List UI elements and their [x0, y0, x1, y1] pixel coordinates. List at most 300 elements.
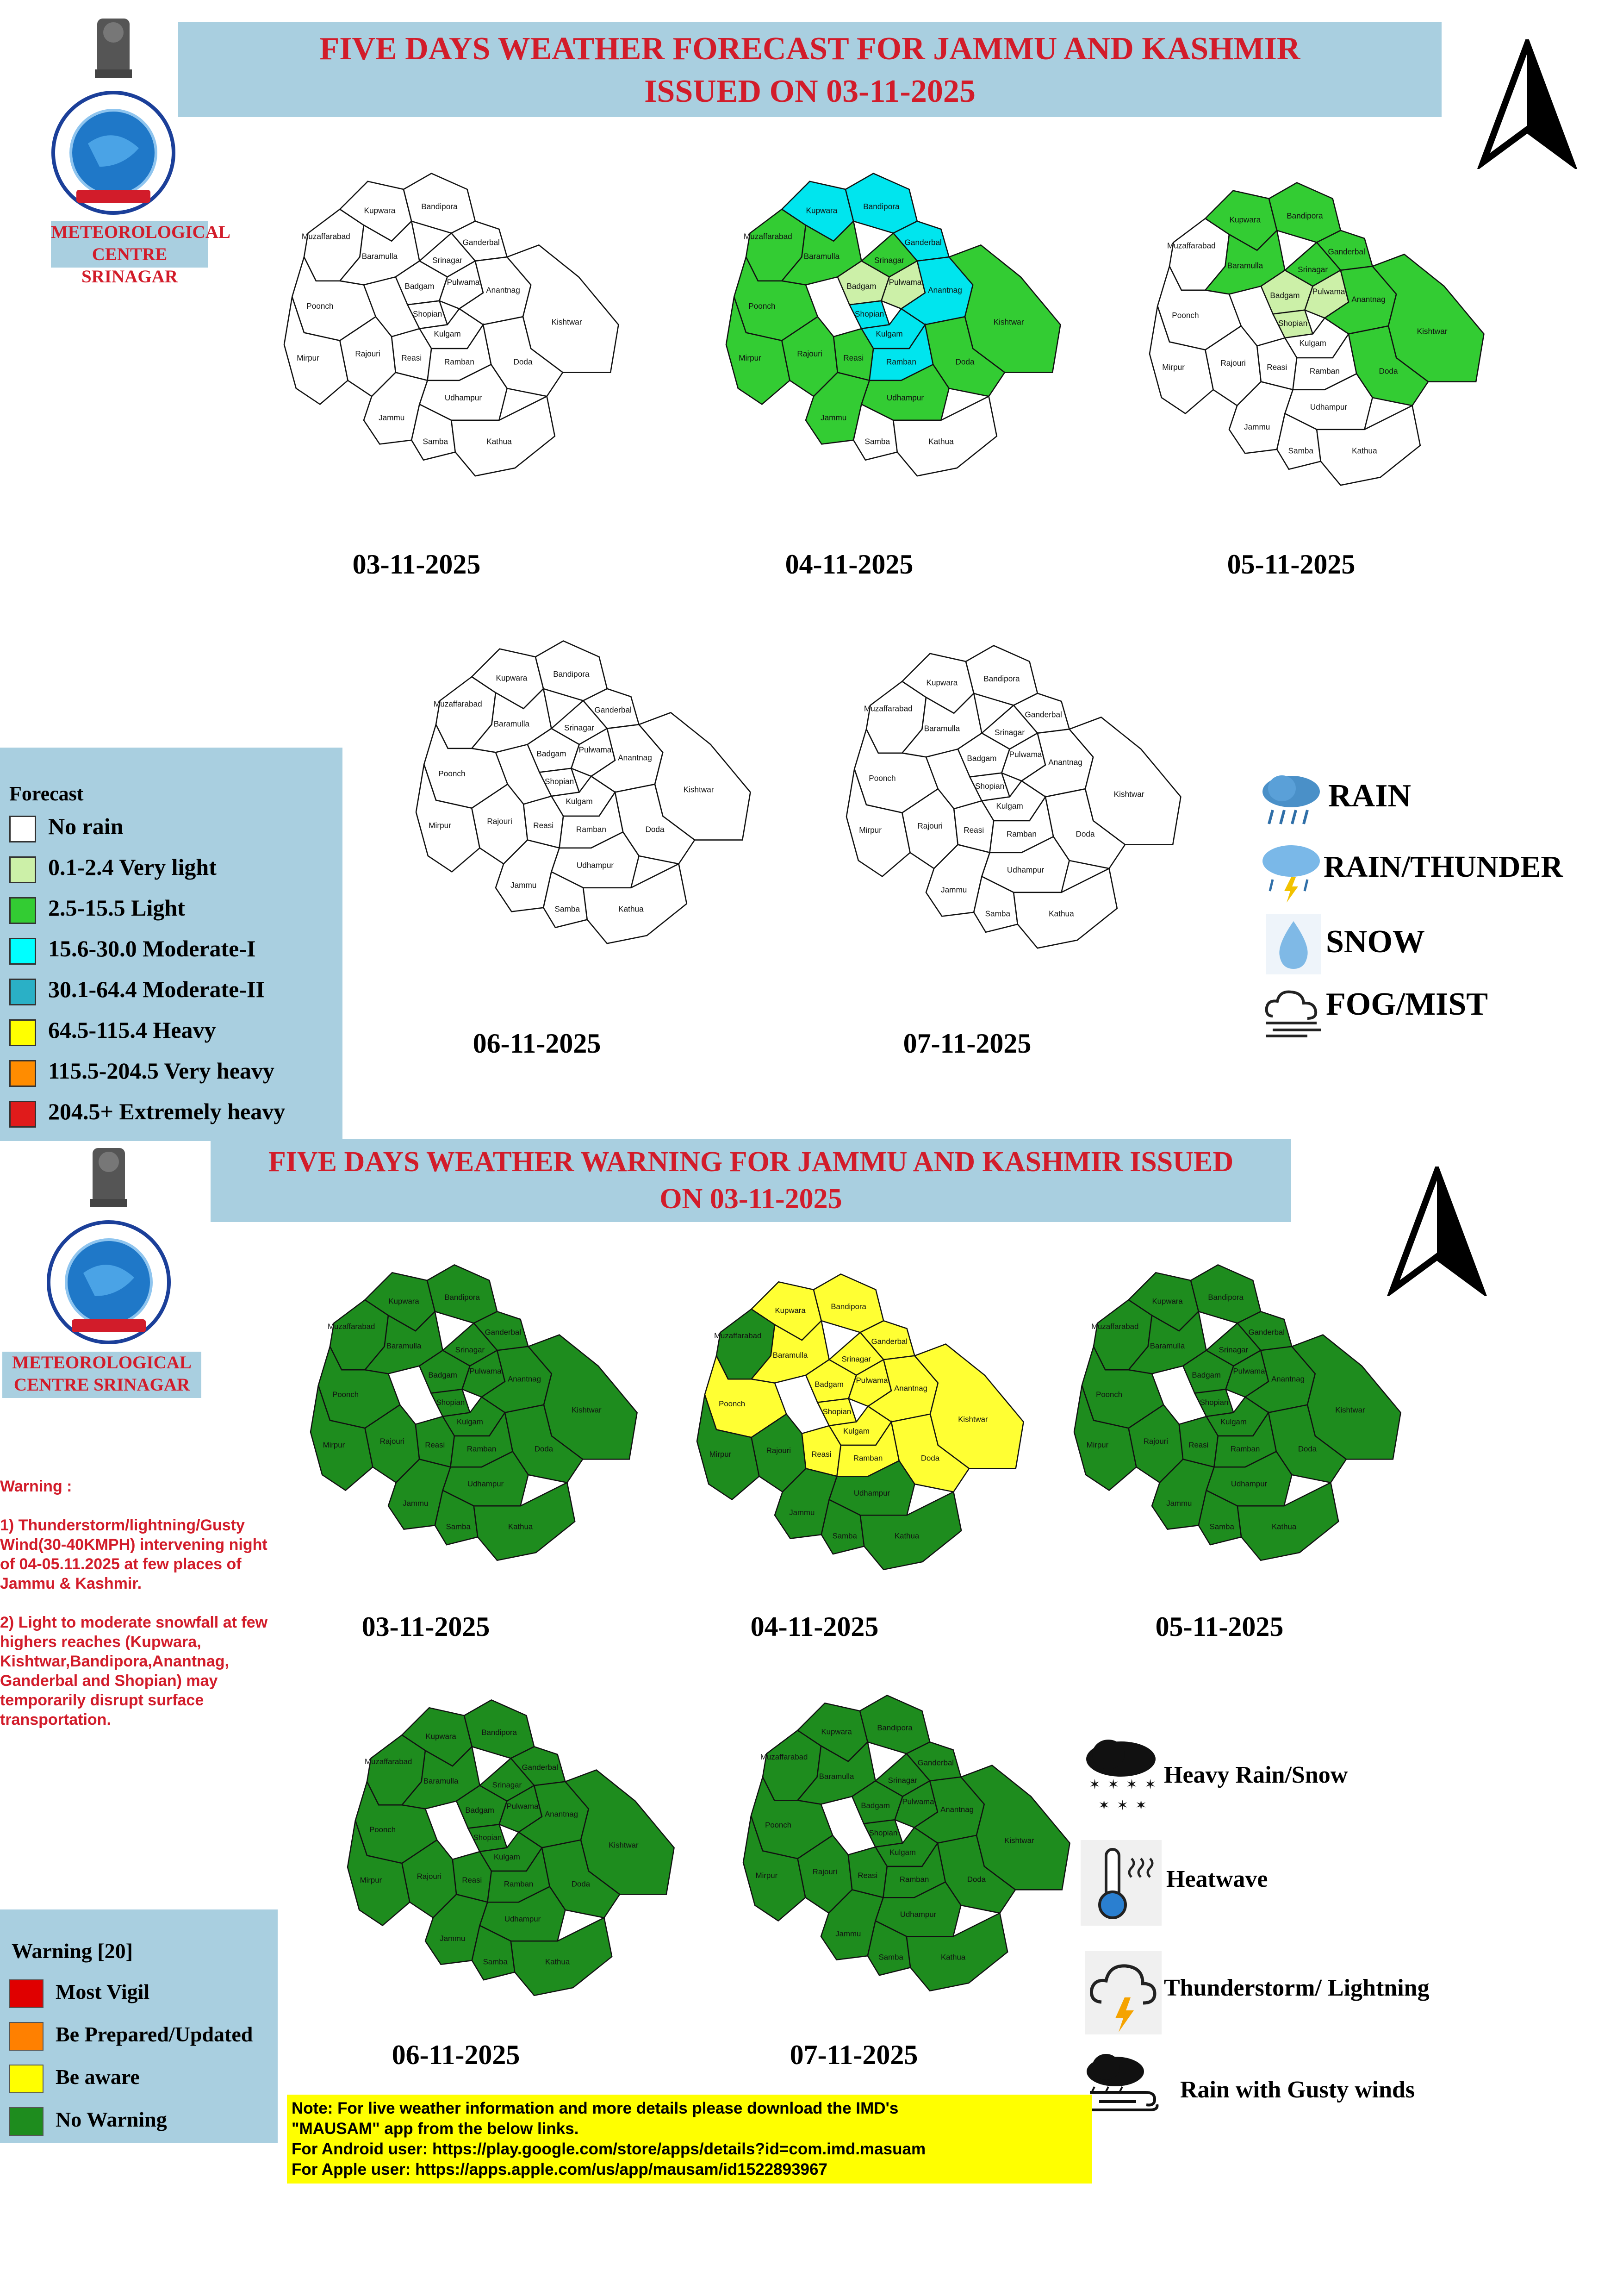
district-label-shopian: Shopian	[869, 1828, 898, 1837]
heavy-rain-snow-icon	[1081, 1736, 1162, 1815]
district-label-muzaffarabad: Muzaffarabad	[301, 231, 350, 241]
forecast-map-2	[657, 130, 1074, 530]
fog-mist-icon-label: FOG/MIST	[1326, 986, 1488, 1022]
district-label-ramban: Ramban	[1309, 366, 1340, 376]
district-label-kulgam: Kulgam	[889, 1847, 916, 1857]
district-label-badgam: Badgam	[465, 1806, 494, 1815]
district-label-pulwama: Pulwama	[578, 745, 612, 755]
warning-date-4: 06-11-2025	[392, 2040, 520, 2070]
snow-icon-label: SNOW	[1326, 924, 1425, 960]
district-label-mirpur: Mirpur	[859, 825, 882, 835]
district-label-kupwara: Kupwara	[425, 1732, 456, 1741]
warning-title-banner	[211, 1139, 1291, 1222]
district-label-baramulla: Baramulla	[361, 251, 398, 261]
legend-swatch	[9, 856, 36, 883]
district-label-udhampur: Udhampur	[504, 1915, 541, 1924]
legend-item-most-vigil: Most Vigil	[9, 1978, 149, 2006]
imd-logo-bottom	[39, 1143, 178, 1347]
district-label-kishtwar: Kishtwar	[572, 1405, 602, 1415]
note-line2: "MAUSAM" app from the below links.	[292, 2120, 579, 2138]
district-label-baramulla: Baramulla	[1150, 1341, 1185, 1350]
district-label-ganderbal: Ganderbal	[1025, 710, 1062, 719]
district-label-baramulla: Baramulla	[1227, 261, 1263, 270]
legend-item-very-light: 0.1-2.4 Very light	[9, 853, 217, 881]
district-label-ramban: Ramban	[504, 1879, 534, 1889]
district-label-samba: Samba	[446, 1522, 471, 1531]
warning-date-5: 07-11-2025	[790, 2040, 918, 2070]
district-label-mirpur: Mirpur	[1162, 362, 1185, 372]
imd-logo-top	[44, 14, 183, 218]
district-label-bandipora: Bandipora	[863, 202, 900, 211]
district-label-kathua: Kathua	[1272, 1522, 1297, 1531]
district-label-poonch: Poonch	[438, 769, 466, 778]
legend-swatch	[9, 2107, 44, 2136]
district-label-kathua: Kathua	[508, 1522, 533, 1531]
warning-title-line1: FIVE DAYS WEATHER WARNING FOR JAMMU AND KASHMIR ISSUED	[268, 1146, 1234, 1178]
district-label-mirpur: Mirpur	[297, 353, 319, 362]
district-label-udhampur: Udhampur	[1231, 1479, 1268, 1489]
district-label-jammu: Jammu	[510, 880, 537, 890]
district-label-kulgam: Kulgam	[1299, 338, 1326, 348]
warning-heading: Warning :	[0, 1478, 72, 1495]
warning-map-3	[1007, 1222, 1414, 1613]
district-label-muzaffarabad: Muzaffarabad	[760, 1753, 808, 1761]
legend-item-no-rain: No rain	[9, 812, 124, 840]
district-label-ramban: Ramban	[576, 824, 606, 834]
note-apple-link[interactable]: For Apple user: https://apps.apple.com/us/app/mausam/id1522893967	[292, 2160, 827, 2178]
district-label-udhampur: Udhampur	[444, 393, 482, 402]
district-label-mirpur: Mirpur	[755, 1871, 778, 1880]
district-label-badgam: Badgam	[1192, 1371, 1221, 1379]
district-label-rajouri: Rajouri	[417, 1872, 442, 1881]
warning-date-2: 04-11-2025	[750, 1611, 879, 1642]
district-label-kulgam: Kulgam	[434, 329, 461, 339]
district-label-rajouri: Rajouri	[379, 1436, 404, 1446]
forecast-date-5: 07-11-2025	[903, 1028, 1032, 1059]
centre-label-line2: CENTRE SRINAGAR	[81, 244, 178, 287]
snow-icon	[1266, 914, 1321, 974]
district-label-doda: Doda	[1379, 366, 1398, 376]
district-label-anantnag: Anantnag	[928, 285, 962, 295]
legend-item-very-heavy: 115.5-204.5 Very heavy	[9, 1057, 274, 1085]
district-label-ramban: Ramban	[444, 357, 474, 367]
district-label-rajouri: Rajouri	[766, 1446, 791, 1455]
district-label-srinagar: Srinagar	[564, 723, 595, 733]
note-android-link[interactable]: For Android user: https://play.google.com/store/apps/details?id=com.imd.masuam	[292, 2140, 926, 2158]
svg-text:✶: ✶	[1135, 1798, 1147, 1813]
rain-icon-label: RAIN	[1328, 778, 1411, 814]
thunderstorm-lightning-icon-label: Thunderstorm/ Lightning	[1164, 1975, 1430, 2001]
district-label-reasi: Reasi	[1267, 362, 1287, 372]
warning-map-1	[243, 1222, 650, 1613]
district-label-muzaffarabad: Muzaffarabad	[714, 1331, 762, 1340]
legend-swatch	[9, 1979, 44, 2008]
district-label-bandipora: Bandipora	[1287, 211, 1323, 220]
svg-text:✶: ✶	[1098, 1798, 1110, 1813]
district-label-poonch: Poonch	[332, 1390, 359, 1399]
district-label-mirpur: Mirpur	[429, 820, 451, 830]
district-label-samba: Samba	[554, 904, 580, 914]
district-label-srinagar: Srinagar	[432, 256, 463, 265]
district-label-kathua: Kathua	[618, 904, 644, 914]
legend-item-be-prepared: Be Prepared/Updated	[9, 2021, 253, 2048]
district-label-srinagar: Srinagar	[888, 1776, 918, 1785]
district-label-kishtwar: Kishtwar	[1004, 1836, 1034, 1845]
district-label-ganderbal: Ganderbal	[871, 1337, 908, 1346]
district-label-anantnag: Anantnag	[508, 1374, 541, 1384]
district-label-kupwara: Kupwara	[775, 1306, 806, 1315]
svg-text:✶: ✶	[1126, 1777, 1138, 1792]
forecast-date-4: 06-11-2025	[473, 1028, 601, 1059]
rain-gusty-winds-icon-label: Rain with Gusty winds	[1180, 2077, 1415, 2103]
district-label-muzaffarabad: Muzaffarabad	[1091, 1322, 1139, 1331]
district-label-muzaffarabad: Muzaffarabad	[365, 1757, 412, 1766]
district-label-srinagar: Srinagar	[455, 1345, 485, 1354]
district-label-kupwara: Kupwara	[1229, 215, 1261, 225]
district-label-baramulla: Baramulla	[819, 1772, 854, 1781]
district-label-udhampur: Udhampur	[576, 860, 614, 870]
district-label-kishtwar: Kishtwar	[958, 1415, 988, 1424]
district-label-shopian: Shopian	[545, 777, 574, 786]
legend-swatch	[9, 2065, 44, 2093]
district-label-samba: Samba	[1288, 446, 1314, 455]
warning-point-2: 2) Light to moderate snowfall at few highers reaches (Kupwara, Kishtwar,Bandipora,Anantnag, Ganderbal and Shopian) may temporarily disrupt surface transportation.	[0, 1614, 268, 1728]
district-label-srinagar: Srinagar	[874, 256, 905, 265]
imd-emblem-icon	[44, 14, 183, 218]
district-label-bandipora: Bandipora	[444, 1293, 480, 1302]
district-label-pulwama: Pulwama	[1009, 749, 1042, 759]
district-label-srinagar: Srinagar	[995, 728, 1025, 737]
warning-text-block	[0, 1477, 278, 1729]
centre-label-line1: METEOROLOGICAL	[12, 1353, 192, 1373]
district-label-muzaffarabad: Muzaffarabad	[864, 704, 913, 713]
forecast-title-line1: FIVE DAYS WEATHER FORECAST FOR JAMMU AND KASHMIR	[319, 31, 1300, 67]
district-label-poonch: Poonch	[369, 1825, 396, 1834]
district-label-udhampur: Udhampur	[886, 393, 924, 402]
fog-mist-icon	[1261, 984, 1326, 1039]
warning-map-5	[676, 1653, 1083, 2044]
district-label-kupwara: Kupwara	[821, 1727, 852, 1736]
district-label-shopian: Shopian	[975, 781, 1005, 791]
district-label-reasi: Reasi	[462, 1876, 482, 1885]
district-label-reasi: Reasi	[533, 820, 554, 830]
district-label-kathua: Kathua	[1352, 446, 1377, 455]
district-label-pulwama: Pulwama	[889, 277, 922, 287]
rain-gusty-winds-icon	[1081, 2051, 1164, 2120]
warning-map-4	[280, 1657, 687, 2048]
district-label-samba: Samba	[483, 1957, 508, 1966]
district-label-kulgam: Kulgam	[566, 797, 593, 806]
district-label-ramban: Ramban	[886, 357, 916, 367]
rain-thunder-icon	[1259, 840, 1324, 905]
district-label-pulwama: Pulwama	[902, 1797, 934, 1806]
district-label-muzaffarabad: Muzaffarabad	[433, 699, 482, 709]
legend-swatch	[9, 1101, 36, 1128]
district-label-samba: Samba	[832, 1531, 857, 1541]
svg-text:✶: ✶	[1089, 1777, 1101, 1792]
district-label-kupwara: Kupwara	[1152, 1297, 1183, 1306]
district-label-mirpur: Mirpur	[360, 1876, 382, 1885]
warning-legend-title: Warning [20]	[12, 1939, 133, 1963]
district-label-poonch: Poonch	[748, 301, 776, 311]
district-label-jammu: Jammu	[440, 1934, 466, 1943]
legend-item-no-warning: No Warning	[9, 2106, 167, 2134]
district-label-baramulla: Baramulla	[772, 1351, 808, 1360]
district-label-mirpur: Mirpur	[739, 353, 761, 362]
district-label-reasi: Reasi	[858, 1871, 878, 1880]
district-label-poonch: Poonch	[869, 774, 896, 783]
legend-item-be-aware: Be aware	[9, 2063, 140, 2091]
district-label-kishtwar: Kishtwar	[993, 317, 1024, 327]
district-label-poonch: Poonch	[306, 301, 334, 311]
district-label-poonch: Poonch	[1096, 1390, 1123, 1399]
district-label-poonch: Poonch	[719, 1399, 746, 1408]
district-label-samba: Samba	[1209, 1522, 1234, 1531]
district-label-shopian: Shopian	[473, 1833, 502, 1842]
district-label-doda: Doda	[1076, 829, 1095, 839]
district-label-shopian: Shopian	[855, 309, 884, 319]
district-label-kupwara: Kupwara	[926, 678, 958, 687]
forecast-map-5	[777, 602, 1194, 1002]
district-label-kathua: Kathua	[941, 1953, 966, 1962]
district-label-kishtwar: Kishtwar	[1113, 789, 1144, 799]
district-label-shopian: Shopian	[822, 1407, 852, 1416]
district-label-kathua: Kathua	[545, 1957, 570, 1966]
district-label-udhampur: Udhampur	[1007, 865, 1045, 874]
district-label-rajouri: Rajouri	[797, 349, 822, 359]
district-label-kulgam: Kulgam	[456, 1417, 483, 1426]
district-label-jammu: Jammu	[1166, 1499, 1192, 1508]
warning-date-1: 03-11-2025	[361, 1611, 490, 1642]
svg-text:✶: ✶	[1144, 1777, 1157, 1792]
district-label-muzaffarabad: Muzaffarabad	[328, 1322, 375, 1331]
district-label-anantnag: Anantnag	[1271, 1374, 1305, 1384]
district-label-jammu: Jammu	[941, 885, 967, 894]
district-label-reasi: Reasi	[811, 1450, 832, 1459]
district-label-baramulla: Baramulla	[493, 719, 530, 729]
district-label-jammu: Jammu	[835, 1929, 861, 1939]
district-label-ramban: Ramban	[899, 1875, 929, 1884]
warning-point-1: 1) Thunderstorm/lightning/Gusty Wind(30-40KMPH) intervening night of 04-05.11.2025 at few places of Jammu & Kashmir.	[0, 1516, 267, 1592]
district-label-baramulla: Baramulla	[803, 251, 840, 261]
district-label-poonch: Poonch	[765, 1821, 792, 1829]
district-label-rajouri: Rajouri	[1220, 358, 1246, 368]
district-label-bandipora: Bandipora	[481, 1728, 517, 1737]
legend-item-moderate-1: 15.6-30.0 Moderate-I	[9, 935, 256, 962]
district-label-bandipora: Bandipora	[553, 669, 590, 679]
district-label-srinagar: Srinagar	[1298, 265, 1328, 275]
legend-item-heavy: 64.5-115.4 Heavy	[9, 1016, 216, 1044]
district-label-badgam: Badgam	[846, 281, 877, 291]
note-line1: Note: For live weather information and more details please download the IMD's	[292, 2099, 899, 2117]
district-label-rajouri: Rajouri	[355, 349, 380, 359]
district-label-anantnag: Anantnag	[940, 1805, 974, 1814]
district-label-reasi: Reasi	[425, 1441, 445, 1450]
district-label-udhampur: Udhampur	[467, 1479, 504, 1489]
district-label-bandipora: Bandipora	[983, 674, 1020, 683]
forecast-map-3	[1081, 139, 1497, 539]
warning-title-line2: ON 03-11-2025	[659, 1183, 842, 1215]
district-label-ganderbal: Ganderbal	[1328, 247, 1365, 256]
svg-text:✶: ✶	[1117, 1798, 1129, 1813]
district-label-kishtwar: Kishtwar	[1335, 1405, 1365, 1415]
district-label-badgam: Badgam	[1270, 291, 1300, 300]
district-label-udhampur: Udhampur	[853, 1489, 890, 1498]
district-label-ramban: Ramban	[1230, 1444, 1260, 1454]
district-label-kishtwar: Kishtwar	[609, 1841, 639, 1850]
district-label-reasi: Reasi	[843, 353, 864, 362]
district-label-badgam: Badgam	[536, 749, 566, 758]
district-label-anantnag: Anantnag	[545, 1809, 578, 1819]
district-label-ganderbal: Ganderbal	[917, 1758, 954, 1767]
district-label-rajouri: Rajouri	[812, 1867, 837, 1876]
district-label-anantnag: Anantnag	[618, 753, 652, 762]
district-label-rajouri: Rajouri	[917, 821, 943, 831]
district-label-poonch: Poonch	[1172, 311, 1199, 320]
district-label-jammu: Jammu	[789, 1508, 815, 1517]
district-label-shopian: Shopian	[1200, 1398, 1229, 1407]
district-label-ramban: Ramban	[1006, 829, 1037, 839]
district-label-rajouri: Rajouri	[1143, 1436, 1168, 1446]
district-label-ramban: Ramban	[853, 1454, 883, 1463]
forecast-map-1	[215, 130, 632, 530]
legend-swatch	[9, 897, 36, 924]
district-label-badgam: Badgam	[404, 281, 435, 291]
district-label-kupwara: Kupwara	[806, 206, 838, 215]
district-label-muzaffarabad: Muzaffarabad	[743, 231, 792, 241]
warning-legend	[0, 1909, 278, 2143]
legend-swatch	[9, 816, 36, 842]
forecast-legend-title: Forecast	[9, 782, 84, 805]
district-label-muzaffarabad: Muzaffarabad	[1167, 241, 1216, 250]
district-label-pulwama: Pulwama	[1312, 287, 1345, 296]
warning-date-3: 05-11-2025	[1155, 1611, 1284, 1642]
district-label-badgam: Badgam	[861, 1801, 890, 1810]
legend-swatch	[9, 979, 36, 1005]
district-label-rajouri: Rajouri	[487, 817, 512, 826]
district-label-jammu: Jammu	[821, 412, 847, 422]
district-label-mirpur: Mirpur	[323, 1441, 345, 1450]
district-label-pulwama: Pulwama	[469, 1366, 502, 1376]
district-label-samba: Samba	[423, 437, 448, 446]
district-label-ganderbal: Ganderbal	[594, 705, 632, 715]
forecast-date-2: 04-11-2025	[785, 549, 914, 580]
legend-swatch	[9, 938, 36, 965]
centre-label-line1: METEOROLOGICAL	[51, 222, 230, 242]
imd-emblem-icon	[39, 1143, 178, 1347]
district-label-kupwara: Kupwara	[388, 1297, 419, 1306]
warning-map-2	[629, 1231, 1037, 1622]
district-label-ramban: Ramban	[466, 1444, 497, 1454]
district-label-kishtwar: Kishtwar	[551, 317, 582, 327]
forecast-title-line2: ISSUED ON 03-11-2025	[644, 74, 976, 109]
district-label-shopian: Shopian	[436, 1398, 465, 1407]
rain-thunder-icon-label: RAIN/THUNDER	[1324, 850, 1563, 884]
district-label-pulwama: Pulwama	[506, 1802, 539, 1811]
district-label-ganderbal: Ganderbal	[904, 237, 942, 247]
district-label-kulgam: Kulgam	[996, 801, 1023, 811]
district-label-srinagar: Srinagar	[1219, 1345, 1249, 1354]
district-label-kathua: Kathua	[895, 1531, 920, 1541]
legend-swatch	[9, 1019, 36, 1046]
district-label-samba: Samba	[985, 909, 1011, 918]
district-label-baramulla: Baramulla	[924, 724, 960, 733]
district-label-badgam: Badgam	[967, 754, 997, 763]
district-label-kulgam: Kulgam	[843, 1426, 870, 1435]
district-label-udhampur: Udhampur	[900, 1910, 937, 1919]
centre-label-line2: CENTRE SRINAGAR	[13, 1375, 190, 1395]
district-label-badgam: Badgam	[815, 1380, 844, 1389]
district-label-shopian: Shopian	[1278, 318, 1308, 328]
district-label-reasi: Reasi	[964, 825, 984, 835]
forecast-title-banner	[178, 22, 1442, 117]
district-label-reasi: Reasi	[1188, 1441, 1209, 1450]
district-label-srinagar: Srinagar	[492, 1780, 522, 1790]
forecast-date-1: 03-11-2025	[352, 549, 481, 580]
district-label-shopian: Shopian	[413, 309, 442, 319]
district-label-ganderbal: Ganderbal	[522, 1763, 558, 1772]
district-label-pulwama: Pulwama	[856, 1376, 888, 1385]
district-label-ganderbal: Ganderbal	[462, 237, 500, 247]
district-label-bandipora: Bandipora	[877, 1723, 913, 1732]
svg-text:✶: ✶	[1107, 1777, 1119, 1792]
forecast-legend	[0, 748, 342, 1141]
district-label-kishtwar: Kishtwar	[1417, 326, 1448, 336]
district-label-bandipora: Bandipora	[421, 202, 458, 211]
district-label-kishtwar: Kishtwar	[683, 785, 714, 794]
district-label-kathua: Kathua	[928, 437, 954, 446]
district-label-reasi: Reasi	[401, 353, 422, 362]
district-label-pulwama: Pulwama	[1233, 1366, 1265, 1376]
district-label-bandipora: Bandipora	[831, 1302, 866, 1311]
district-label-kulgam: Kulgam	[1220, 1417, 1247, 1426]
legend-item-moderate-2: 30.1-64.4 Moderate-II	[9, 975, 265, 1003]
district-label-jammu: Jammu	[1244, 422, 1270, 431]
heavy-rain-snow-icon-label: Heavy Rain/Snow	[1164, 1762, 1348, 1788]
district-label-ganderbal: Ganderbal	[1248, 1328, 1285, 1337]
legend-item-light: 2.5-15.5 Light	[9, 894, 185, 922]
district-label-doda: Doda	[534, 1444, 553, 1454]
rain-icon	[1259, 771, 1324, 831]
district-label-doda: Doda	[571, 1879, 591, 1889]
thunderstorm-lightning-icon	[1085, 1951, 1162, 2034]
district-label-jammu: Jammu	[403, 1499, 429, 1508]
district-label-baramulla: Baramulla	[423, 1777, 459, 1785]
district-label-ganderbal: Ganderbal	[485, 1328, 521, 1337]
forecast-date-3: 05-11-2025	[1227, 549, 1356, 580]
district-label-kathua: Kathua	[1049, 909, 1074, 918]
district-label-samba: Samba	[878, 1953, 903, 1962]
district-label-anantnag: Anantnag	[486, 285, 520, 295]
district-label-srinagar: Srinagar	[841, 1354, 871, 1364]
district-label-doda: Doda	[513, 357, 533, 367]
district-label-doda: Doda	[920, 1454, 940, 1463]
district-label-kulgam: Kulgam	[876, 329, 903, 339]
district-label-doda: Doda	[967, 1875, 986, 1884]
district-label-mirpur: Mirpur	[1086, 1441, 1109, 1450]
legend-swatch	[9, 2022, 44, 2051]
district-label-kathua: Kathua	[486, 437, 512, 446]
district-label-pulwama: Pulwama	[447, 277, 480, 287]
legend-swatch	[9, 1060, 36, 1087]
district-label-doda: Doda	[955, 357, 975, 367]
heatwave-icon-label: Heatwave	[1166, 1866, 1268, 1892]
district-label-anantnag: Anantnag	[1351, 294, 1386, 304]
district-label-anantnag: Anantnag	[894, 1384, 927, 1393]
centre-label-top	[51, 221, 230, 287]
district-label-baramulla: Baramulla	[386, 1341, 422, 1350]
district-label-doda: Doda	[1298, 1444, 1317, 1454]
